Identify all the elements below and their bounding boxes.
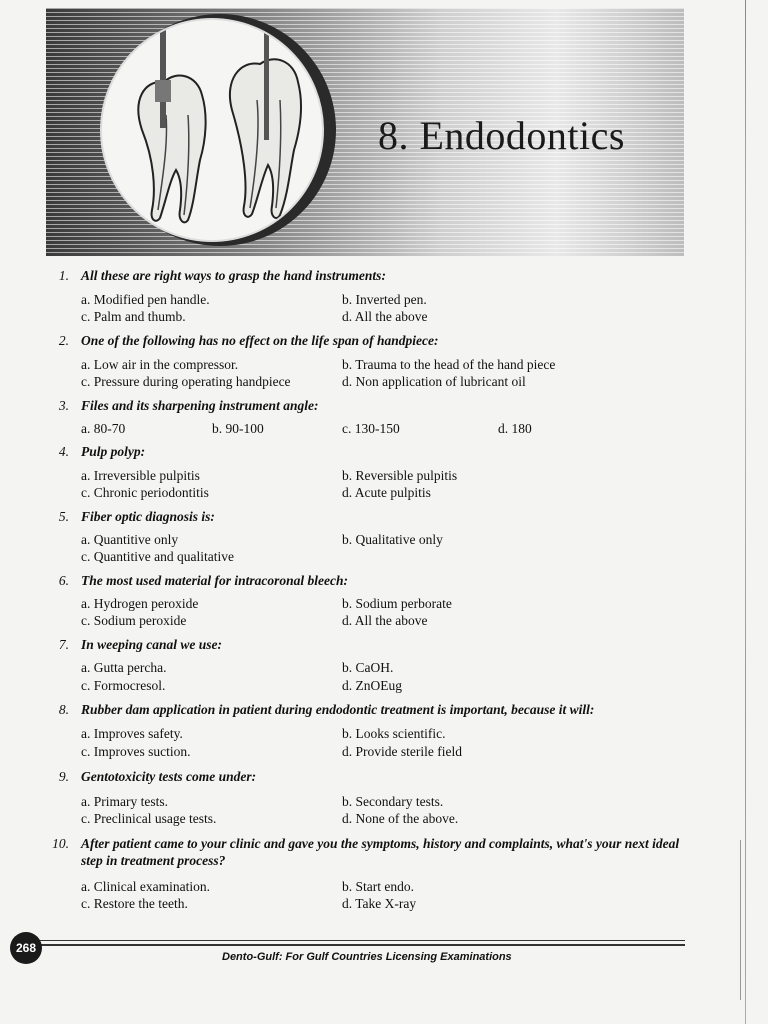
footer-rule [20,944,685,946]
question-number: 3. [58,398,69,413]
page-edge [740,840,741,1000]
option-c: c. Restore the teeth. [81,896,188,911]
option-c: c. Improves suction. [81,744,191,759]
option-c: c. Formocresol. [81,678,166,693]
option-b: b. CaOH. [342,660,394,675]
option-d: d. All the above [342,613,428,628]
option-b: b. Secondary tests. [342,794,444,809]
question-text-continued: step in treatment process? [81,853,226,868]
option-a: a. Improves safety. [81,726,183,741]
footer-text: Dento-Gulf: For Gulf Countries Licensing Examinations [222,951,512,963]
option-d: d. Provide sterile field [342,744,462,759]
question-number: 10. [52,836,69,851]
question-text: The most used material for intracoronal bleech: [81,573,349,588]
question-number: 1. [58,268,69,283]
question-text: One of the following has no effect on the life span of handpiece: [81,333,439,348]
question-number: 5. [58,509,69,524]
option-c: c. Preclinical usage tests. [81,811,217,826]
question-number: 9. [58,769,69,784]
option-b: b. Inverted pen. [342,292,427,307]
option-a: a. 80-70 [81,421,126,436]
option-b: b. Start endo. [342,879,414,894]
option-a: a. Modified pen handle. [81,292,210,307]
footer-rule [20,940,685,941]
option-b: b. 90-100 [212,421,264,436]
option-c: c. Chronic periodontitis [81,485,209,500]
option-c: c. 130-150 [342,421,400,436]
question-text: Pulp polyp: [81,444,146,459]
option-c: c. Pressure during operating handpiece [81,374,291,389]
option-d: d. Acute pulpitis [342,485,431,500]
question-number: 7. [58,637,69,652]
option-a: a. Irreversible pulpitis [81,468,200,483]
option-b: b. Looks scientific. [342,726,446,741]
option-a: a. Low air in the compressor. [81,357,239,372]
page-number-badge: 268 [10,932,42,964]
option-d: d. 180 [498,421,532,436]
option-a: a. Quantitive only [81,532,179,547]
option-d: d. None of the above. [342,811,459,826]
option-c: c. Quantitive and qualitative [81,549,234,564]
option-b: b. Qualitative only [342,532,443,547]
question-text: Rubber dam application in patient during endodontic treatment is important, because it will: [81,702,595,717]
question-number: 2. [58,333,69,348]
question-text: Files and its sharpening instrument angle: [81,398,319,413]
option-d: d. All the above [342,309,428,324]
question-number: 4. [58,444,69,459]
option-b: b. Sodium perborate [342,596,452,611]
question-text: All these are right ways to grasp the hand instruments: [81,268,386,283]
question-text: Fiber optic diagnosis is: [81,509,215,524]
chapter-banner [46,8,684,256]
option-a: a. Primary tests. [81,794,168,809]
option-d: d. Non application of lubricant oil [342,374,526,389]
option-d: d. ZnOEug [342,678,402,693]
tooth-root-canal-illustration [100,18,324,242]
option-b: b. Reversible pulpitis [342,468,458,483]
option-d: d. Take X-ray [342,896,417,911]
chapter-title: 8. Endodontics [378,113,625,158]
option-a: a. Clinical examination. [81,879,210,894]
option-a: a. Hydrogen peroxide [81,596,199,611]
option-b: b. Trauma to the head of the hand piece [342,357,556,372]
option-c: c. Palm and thumb. [81,309,186,324]
question-text: After patient came to your clinic and gave you the symptoms, history and complaints, what's your next ideal [81,836,680,851]
question-text: In weeping canal we use: [81,637,223,652]
option-c: c. Sodium peroxide [81,613,187,628]
question-number: 8. [58,702,69,717]
page-edge [745,0,746,1024]
option-a: a. Gutta percha. [81,660,167,675]
question-number: 6. [58,573,69,588]
question-text: Gentotoxicity tests come under: [81,769,257,784]
